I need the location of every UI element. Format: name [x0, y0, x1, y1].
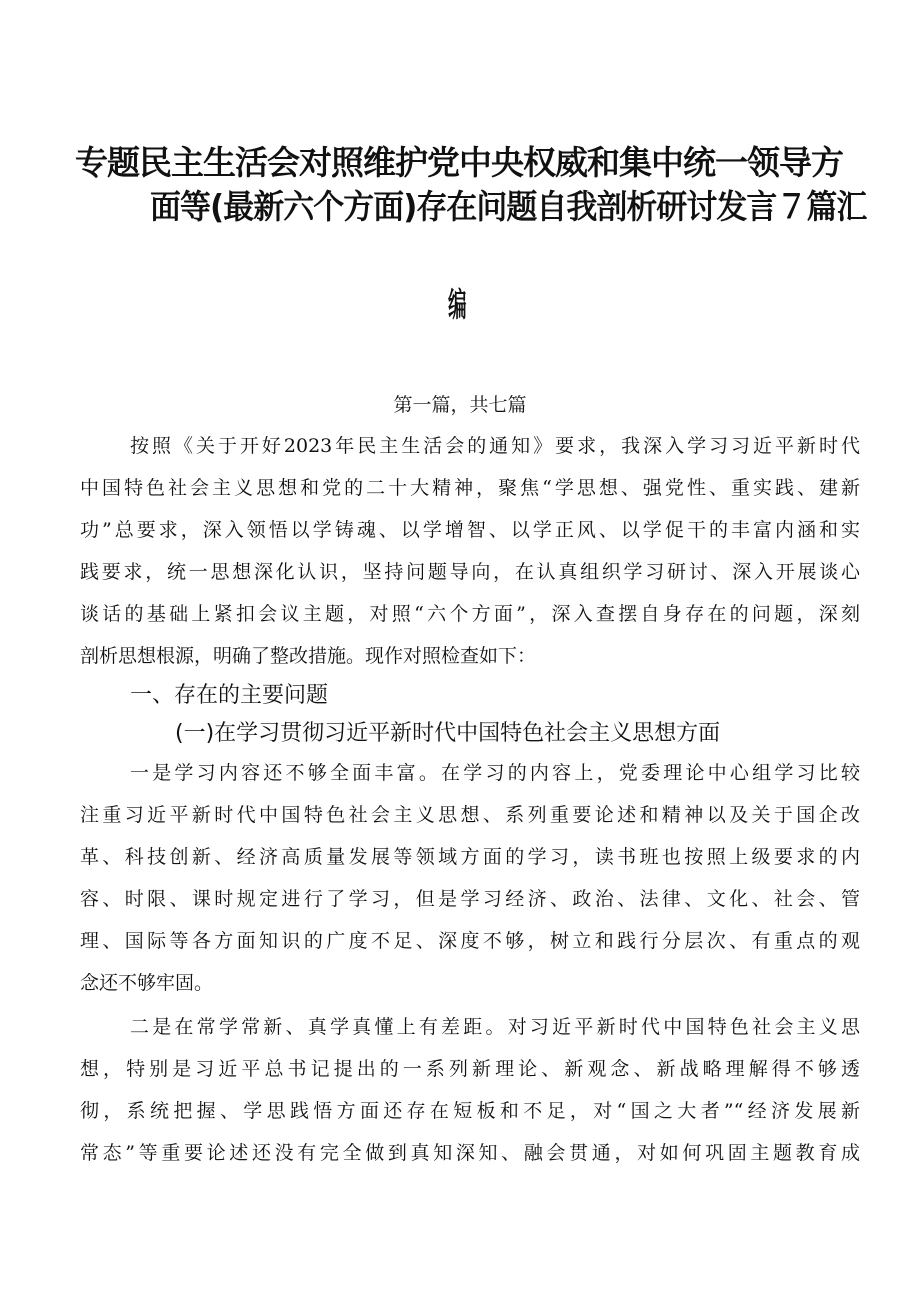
paragraph-line: 理、国际等各方面知识的广度不足、深度不够，树立和践行分层次、有重点的观 — [80, 930, 860, 952]
paragraph-line: 二是在常学常新、真学真懂上有差距。对习近平新时代中国特色社会主义思 — [130, 1016, 860, 1038]
subsection-heading: (一)在学习贯彻习近平新时代中国特色社会主义思想方面 — [175, 721, 721, 746]
intro-line: 剖析思想根源，明确了整改措施。现作对照检查如下： — [80, 645, 537, 667]
section-heading: 一、存在的主要问题 — [130, 683, 329, 708]
paragraph-line: 想，特别是习近平总书记提出的一系列新理论、新观念、新战略理解得不够透 — [80, 1058, 860, 1080]
paragraph-line: 注重习近平新时代中国特色社会主义思想、系列重要论述和精神以及关于国企改 — [80, 804, 860, 826]
intro-line: 践要求，统一思想深化认识，坚持问题导向，在认真组织学习研讨、深入开展谈心 — [80, 561, 860, 583]
document-title-line-2: 面等(最新六个方面)存在问题自我剖析研讨发言７篇汇 — [150, 187, 867, 226]
paragraph-line: 一是学习内容还不够全面丰富。在学习的内容上，党委理论中心组学习比较 — [130, 762, 860, 784]
intro-line: 按照《关于开好2023年民主生活会的通知》要求，我深入学习习近平新时代 — [130, 435, 860, 457]
paragraph-line: 常态”等重要论述还没有完全做到真知深知、融会贯通，对如何巩固主题教育成 — [80, 1142, 860, 1164]
intro-line: 中国特色社会主义思想和党的二十大精神，聚焦“学思想、强党性、重实践、建新 — [80, 477, 860, 499]
document-title-line-3: 编 — [448, 285, 467, 324]
intro-line: 功”总要求，深入领悟以学铸魂、以学增智、以学正风、以学促干的丰富内涵和实 — [80, 519, 860, 541]
part-subheading: 第一篇，共七篇 — [393, 394, 527, 416]
paragraph-line: 容、时限、课时规定进行了学习，但是学习经济、政治、法律、文化、社会、管 — [80, 888, 860, 910]
paragraph-line: 革、科技创新、经济高质量发展等领域方面的学习，读书班也按照上级要求的内 — [80, 846, 860, 868]
intro-line: 谈话的基础上紧扣会议主题，对照“六个方面”，深入查摆自身存在的问题，深刻 — [80, 603, 860, 625]
paragraph-line: 彻，系统把握、学思践悟方面还存在短板和不足，对“国之大者”“经济发展新 — [80, 1100, 860, 1122]
document-title-line-1: 专题民主生活会对照维护党中央权威和集中统一领导方 — [75, 143, 843, 182]
paragraph-line: 念还不够牢固。 — [80, 972, 214, 994]
